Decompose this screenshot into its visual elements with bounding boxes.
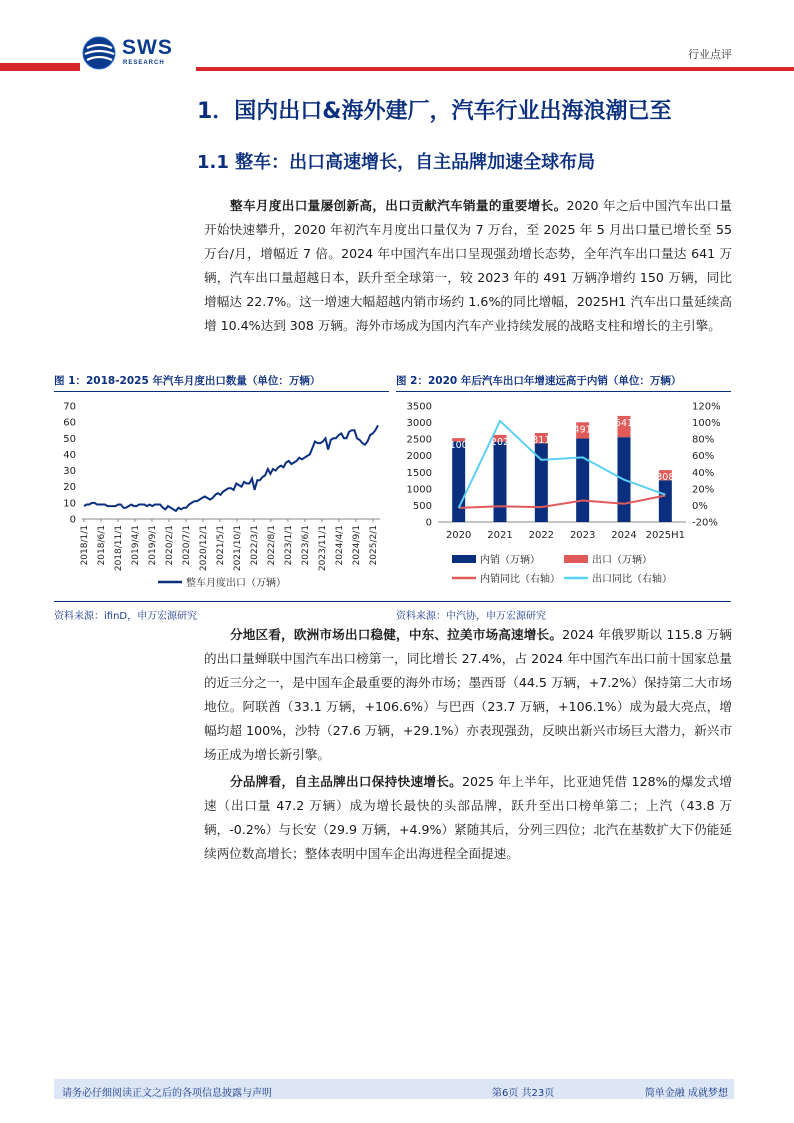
paragraph-by-brand xyxy=(204,770,732,866)
x-tick-label: 2022/3/1 xyxy=(249,525,260,566)
y-tick-label: 3000 xyxy=(406,418,432,430)
x-tick-label: 2021/5/1 xyxy=(215,525,226,566)
legend-swatch-bar xyxy=(452,555,476,563)
page-number: 第6页 共23页 xyxy=(492,1088,555,1099)
sws-logo xyxy=(82,36,192,70)
x-tick-label: 2024/9/1 xyxy=(351,525,362,566)
x-tick-label: 2020/2/1 xyxy=(164,525,175,566)
data-label-export: 308 xyxy=(656,472,675,484)
y-tick-label: 40 xyxy=(63,449,76,461)
paragraph-lead: 分品牌看，自主品牌出口保持快速增长。 xyxy=(230,774,463,789)
x-tick-label: 2019/4/1 xyxy=(130,525,141,566)
legend-label: 出口（万辆） xyxy=(592,555,652,566)
y2-tick-label: 100% xyxy=(692,418,721,430)
data-label-export: 311 xyxy=(532,434,551,446)
x-tick-label: 2023 xyxy=(569,530,596,541)
y-tick-label: 10 xyxy=(63,498,76,510)
paragraph-export-growth xyxy=(204,194,732,338)
report-type-tag: 行业点评 xyxy=(688,48,732,61)
x-tick-label: 2023/6/1 xyxy=(300,525,311,566)
x-tick-label: 2020/7/1 xyxy=(181,525,192,566)
page-header xyxy=(0,0,794,90)
y2-tick-label: 60% xyxy=(692,451,715,463)
subsection-heading: 1.1 整车：出口高速增长，自主品牌加速全球布局 xyxy=(197,152,596,173)
x-tick-label: 2019/9/1 xyxy=(147,525,158,566)
y2-tick-label: 20% xyxy=(692,484,715,496)
x-tick-label: 2018/6/1 xyxy=(96,525,107,566)
source-rule xyxy=(54,601,731,602)
annual-sales-chart xyxy=(396,395,731,600)
y2-tick-label: 120% xyxy=(692,401,721,413)
y-tick-label: 0 xyxy=(425,517,432,529)
x-tick-label: 2023/1/1 xyxy=(283,525,294,566)
bar-domestic-2025H1 xyxy=(659,480,672,522)
x-tick-label: 2020 xyxy=(445,530,472,541)
logo-text: SWS xyxy=(122,36,173,59)
header-rule-right xyxy=(196,67,794,71)
y-tick-label: 60 xyxy=(63,417,76,429)
x-tick-label: 2021 xyxy=(487,530,513,541)
figure-1-source: 资料来源：ifinD，申万宏源研究 xyxy=(54,611,198,622)
page-footer xyxy=(54,1079,734,1099)
sws-globe-icon xyxy=(82,36,118,70)
legend-swatch-bar xyxy=(564,555,588,563)
x-tick-label: 2022/8/1 xyxy=(266,525,277,566)
data-label-export: 641 xyxy=(614,417,634,429)
logo-subtext: RESEARCH xyxy=(123,60,165,66)
y2-tick-label: -20% xyxy=(692,517,718,529)
y-tick-label: 500 xyxy=(412,500,432,512)
y2-tick-label: 80% xyxy=(692,434,715,446)
y2-tick-label: 0% xyxy=(692,500,708,512)
x-tick-label: 2020/12/1 xyxy=(198,525,209,572)
legend-label: 出口同比（右轴） xyxy=(592,574,672,585)
x-tick-label: 2025H1 xyxy=(645,530,686,541)
legend-label: 内销同比（右轴） xyxy=(480,574,560,585)
x-tick-label: 2024/4/1 xyxy=(334,525,345,566)
y-tick-label: 0 xyxy=(69,514,76,526)
y-tick-label: 30 xyxy=(63,466,76,478)
paragraph-lead: 分地区看，欧洲市场出口稳健，中东、拉美市场高速增长。 xyxy=(230,627,563,642)
paragraph-lead: 整车月度出口量屡创新高，出口贡献汽车销量的重要增长。 xyxy=(230,198,567,213)
y-tick-label: 1000 xyxy=(406,484,432,496)
bar-domestic-2020 xyxy=(452,441,465,522)
legend-label-monthly-export: 整车月度出口（万辆） xyxy=(186,578,286,589)
bar-domestic-2023 xyxy=(576,439,589,522)
y-tick-label: 1500 xyxy=(406,467,432,479)
y-tick-label: 20 xyxy=(63,482,76,494)
x-tick-label: 2022 xyxy=(528,530,555,541)
series-line-monthly-export xyxy=(84,425,378,511)
figure-2-source: 资料来源：中汽协，申万宏源研究 xyxy=(396,611,546,622)
x-tick-label: 2018/11/1 xyxy=(113,525,124,572)
header-rule-left xyxy=(0,63,80,71)
x-tick-label: 2018/1/1 xyxy=(80,525,90,566)
x-tick-label: 2024 xyxy=(611,530,637,541)
x-tick-label: 2021/10/1 xyxy=(232,525,243,572)
y-tick-label: 3500 xyxy=(406,401,432,413)
figure-2-title: 图 2：2020 年后汽车出口年增速远高于内销（单位：万辆） xyxy=(396,375,682,387)
y2-tick-label: 40% xyxy=(692,467,715,479)
y-tick-label: 70 xyxy=(63,401,76,413)
series-line-domestic-yoy xyxy=(459,496,666,508)
y-tick-label: 50 xyxy=(63,433,76,445)
paragraph-by-region xyxy=(204,623,732,767)
monthly-export-chart xyxy=(54,395,389,600)
bar-domestic-2021 xyxy=(494,442,507,522)
x-tick-label: 2025/2/1 xyxy=(368,525,379,566)
data-label-export: 491 xyxy=(573,424,592,436)
paragraph-body: 2025 年上半年，比亚迪凭借 128%的爆发式增速（出口量 47.2 万辆）成为增长最快的头部品牌，跃升至出口榜单第二；上汽（43.8 万辆，-0.2%）与长安（29.9 万辆，+4.9%）紧随其后，分列三四位；北汽在基数扩大下仍能延续两位数高增长；整体表明中国车企出海进程全面提速。 xyxy=(204,774,733,861)
figure-2-rule xyxy=(396,391,731,392)
y-tick-label: 2000 xyxy=(406,451,432,463)
legend-label: 内销（万辆） xyxy=(480,555,540,566)
series-line-export-yoy xyxy=(459,421,666,508)
disclaimer-note: 请务必仔细阅读正文之后的各项信息披露与声明 xyxy=(62,1088,272,1099)
data-label-export: 100 xyxy=(449,440,468,452)
figure-1-rule xyxy=(54,391,389,392)
paragraph-body: 2020 年之后中国汽车出口量开始快速攀升，2020 年初汽车月度出口量仅为 7 万台，至 2025 年 5 月出口量已增长至 55 万台/月，增幅近 7 倍。2024 年中国汽车出口呈现强劲增长态势，全年汽车出口量达 641 万辆，汽车出口量超越日本，跃升至全球第一，较 2023 年的 491 万辆净增约 150 万辆，同比增幅达 22.7%。这一增速大幅超越内销市场约 1.6%的同比增幅，2025H1 汽车出口量延续高增 10.4%达到 308 万辆。海外市场成为国内汽车产业持续发展的战略支柱和增长的主引擎。 xyxy=(204,198,732,333)
slogan: 简单金融 成就梦想 xyxy=(644,1088,728,1099)
data-label-export: 202 xyxy=(490,436,510,448)
paragraph-body: 2024 年俄罗斯以 115.8 万辆的出口量蝉联中国汽车出口榜第一，同比增长 27.4%，占 2024 年中国汽车出口前十国家总量的近三分之一，是中国车企最重要的海外市场；墨西哥（44.5 万辆，+7.2%）保持第二大市场地位。阿联酋（33.1 万辆，+106.6%）与巴西（23.7 万辆，+106.1%）成为最大亮点，增幅均超 100%，沙特（27.6 万辆，+29.1%）亦表现强劲，反映出新兴市场巨大潜力，新兴市场正成为增长新引擎。 xyxy=(204,627,732,762)
section-heading: 1．国内出口&海外建厂，汽车行业出海浪潮已至 xyxy=(197,99,672,124)
y-tick-label: 2500 xyxy=(406,434,432,446)
x-tick-label: 2023/11/1 xyxy=(317,525,328,572)
figure-1-title: 图 1：2018-2025 年汽车月度出口数量（单位：万辆） xyxy=(54,375,321,387)
